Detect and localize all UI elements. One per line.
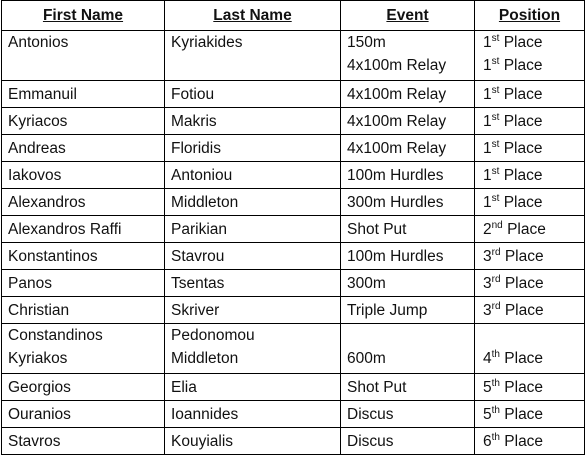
position-value <box>483 403 578 426</box>
position-cell <box>475 297 585 324</box>
place-number: 1 <box>483 193 492 211</box>
place-suffix: st <box>491 33 500 44</box>
last-name-cell <box>165 162 341 189</box>
last-name-cell <box>165 270 341 297</box>
place-suffix: nd <box>491 219 503 231</box>
place-text: Place <box>504 432 544 450</box>
position-value <box>483 430 578 453</box>
last-text: Fotiou <box>171 85 215 103</box>
position-cell <box>475 428 585 455</box>
first-text: Kyriakos <box>8 350 68 367</box>
place-suffix: st <box>491 192 500 204</box>
first-name-cell <box>2 243 165 270</box>
place-text: Place <box>503 166 543 184</box>
last-name-cell <box>165 135 341 162</box>
event-text: 600m <box>347 350 386 367</box>
header-row <box>2 1 585 31</box>
header-position: Position <box>475 1 585 31</box>
last-name-cell <box>165 243 341 270</box>
place-number: 5 <box>483 405 492 423</box>
first-text: Alexandros Raffi <box>8 220 122 238</box>
place-suffix: rd <box>491 273 501 285</box>
event-cell <box>341 216 475 243</box>
last-name-cell <box>165 428 341 455</box>
last-name-cell <box>165 324 341 374</box>
table-row <box>2 270 585 297</box>
results-table <box>1 0 585 455</box>
place-number: 1 <box>483 166 492 184</box>
last-name-cell <box>165 297 341 324</box>
last-name-cell <box>165 108 341 135</box>
place-suffix: rd <box>491 246 501 258</box>
position-cell <box>475 81 585 108</box>
first-name-cell <box>2 81 165 108</box>
event-text: 100m Hurdles <box>347 247 444 265</box>
last-name-cell <box>165 401 341 428</box>
place-suffix: st <box>491 138 500 150</box>
table-row <box>2 297 585 324</box>
event-text: Shot Put <box>347 220 407 238</box>
position-cell <box>475 270 585 297</box>
table-row <box>2 401 585 428</box>
first-name-cell <box>2 108 165 135</box>
first-name-cell <box>2 162 165 189</box>
event-cell <box>341 324 475 374</box>
place-text: Place <box>503 193 543 211</box>
last-text: Ioannides <box>171 405 239 423</box>
event-text: 300m <box>347 274 386 292</box>
event-cell <box>341 401 475 428</box>
place-suffix: th <box>491 377 500 389</box>
position-cell <box>475 135 585 162</box>
position-cell <box>475 189 585 216</box>
event-text: 4x100m Relay <box>347 112 447 130</box>
event-cell <box>341 108 475 135</box>
position-value <box>483 54 578 77</box>
position-value <box>483 83 578 106</box>
position-cell <box>475 324 585 374</box>
last-text: Parikian <box>171 220 227 238</box>
place-text: Place <box>503 34 543 51</box>
event-text: Discus <box>347 432 394 450</box>
table-row <box>2 162 585 189</box>
first-name-cell <box>2 428 165 455</box>
first-text: Andreas <box>8 139 66 157</box>
event-cell <box>341 135 475 162</box>
first-text: Ouranios <box>8 405 71 423</box>
event-text: Triple Jump <box>347 301 428 319</box>
first-text: Constandinos <box>8 327 103 344</box>
place-text: Place <box>503 139 543 157</box>
first-text: Stavros <box>8 432 61 450</box>
position-value <box>483 324 578 347</box>
first-name-cell <box>2 401 165 428</box>
place-suffix: st <box>491 111 500 123</box>
position-value <box>483 218 578 241</box>
place-suffix: st <box>491 56 500 67</box>
place-suffix: th <box>491 404 500 416</box>
last-text: Kyriakides <box>171 34 243 51</box>
header-event: Event <box>341 1 475 31</box>
place-number: 3 <box>483 274 492 292</box>
event-text: Shot Put <box>347 378 407 396</box>
place-text: Place <box>504 350 544 367</box>
place-number: 1 <box>483 34 492 51</box>
event-text: 4x100m Relay <box>347 85 447 103</box>
first-name-cell <box>2 324 165 374</box>
last-text: Kouyialis <box>171 432 234 450</box>
event-text: 4x100m Relay <box>347 57 447 74</box>
place-number: 1 <box>483 112 492 130</box>
table-row <box>2 324 585 374</box>
first-name-cell <box>2 216 165 243</box>
first-name-cell <box>2 189 165 216</box>
position-value <box>483 137 578 160</box>
last-text: Tsentas <box>171 274 225 292</box>
place-suffix: th <box>491 431 500 443</box>
first-name-cell <box>2 374 165 401</box>
table-row <box>2 374 585 401</box>
first-name-cell <box>2 297 165 324</box>
last-text: Pedonomou <box>171 327 255 344</box>
last-text: Stavrou <box>171 247 225 265</box>
place-text: Place <box>504 274 544 292</box>
table-row <box>2 135 585 162</box>
position-cell <box>475 374 585 401</box>
place-text: Place <box>504 378 544 396</box>
header-first-name: First Name <box>2 1 165 31</box>
last-name-cell <box>165 31 341 81</box>
place-text: Place <box>503 57 543 74</box>
table-row <box>2 428 585 455</box>
event-text: Discus <box>347 405 394 423</box>
first-text: Antonios <box>8 34 69 51</box>
table-row <box>2 31 585 81</box>
table-row <box>2 108 585 135</box>
first-text: Konstantinos <box>8 247 98 265</box>
position-cell <box>475 216 585 243</box>
table-row <box>2 81 585 108</box>
place-suffix: th <box>491 349 500 360</box>
position-value <box>483 299 578 322</box>
place-suffix: st <box>491 165 500 177</box>
first-text: Kyriacos <box>8 112 68 130</box>
last-text: Skriver <box>171 301 220 319</box>
event-text: 300m Hurdles <box>347 193 444 211</box>
first-name-cell <box>2 31 165 81</box>
position-value <box>483 164 578 187</box>
event-text: 150m <box>347 34 386 51</box>
place-text: Place <box>507 220 546 238</box>
event-cell <box>341 270 475 297</box>
first-name-cell <box>2 135 165 162</box>
event-cell <box>341 374 475 401</box>
position-cell <box>475 401 585 428</box>
event-cell <box>341 428 475 455</box>
first-text: Christian <box>8 301 70 319</box>
last-name-cell <box>165 81 341 108</box>
place-suffix: rd <box>491 300 501 312</box>
event-cell <box>341 189 475 216</box>
table-row <box>2 216 585 243</box>
event-cell <box>341 243 475 270</box>
position-value <box>483 272 578 295</box>
last-text: Middleton <box>171 350 239 367</box>
event-text: 4x100m Relay <box>347 139 447 157</box>
event-cell <box>341 81 475 108</box>
position-cell <box>475 31 585 81</box>
last-name-cell <box>165 189 341 216</box>
last-text: Middleton <box>171 193 239 211</box>
position-value <box>483 110 578 133</box>
table-row <box>2 243 585 270</box>
place-suffix: st <box>491 84 500 96</box>
place-number: 1 <box>483 139 492 157</box>
place-text: Place <box>503 112 543 130</box>
position-value <box>483 191 578 214</box>
event-cell <box>341 31 475 81</box>
last-text: Elia <box>171 378 197 396</box>
table-row <box>2 189 585 216</box>
place-number: 5 <box>483 378 492 396</box>
place-number: 1 <box>483 85 492 103</box>
position-value <box>483 376 578 399</box>
place-number: 3 <box>483 301 492 319</box>
event-cell <box>341 162 475 189</box>
first-text: Alexandros <box>8 193 86 211</box>
place-text: Place <box>504 301 544 319</box>
place-text: Place <box>504 247 544 265</box>
position-value <box>483 347 578 370</box>
first-text: Panos <box>8 274 52 292</box>
last-text: Makris <box>171 112 217 130</box>
place-number: 1 <box>483 57 492 74</box>
position-value <box>483 245 578 268</box>
last-name-cell <box>165 216 341 243</box>
position-cell <box>475 108 585 135</box>
first-name-cell <box>2 270 165 297</box>
place-text: Place <box>504 405 544 423</box>
place-number: 3 <box>483 247 492 265</box>
last-name-cell <box>165 374 341 401</box>
event-cell <box>341 297 475 324</box>
position-cell <box>475 243 585 270</box>
first-text: Georgios <box>8 378 71 396</box>
event-text <box>347 324 468 347</box>
position-value <box>483 31 578 54</box>
place-number: 6 <box>483 432 492 450</box>
first-text: Iakovos <box>8 166 62 184</box>
header-last-name: Last Name <box>165 1 341 31</box>
place-number: 4 <box>483 350 492 367</box>
event-text: 100m Hurdles <box>347 166 444 184</box>
position-cell <box>475 162 585 189</box>
place-number: 2 <box>483 220 492 238</box>
place-text: Place <box>503 85 543 103</box>
last-text: Floridis <box>171 139 221 157</box>
last-text: Antoniou <box>171 166 233 184</box>
first-text: Emmanuil <box>8 85 77 103</box>
